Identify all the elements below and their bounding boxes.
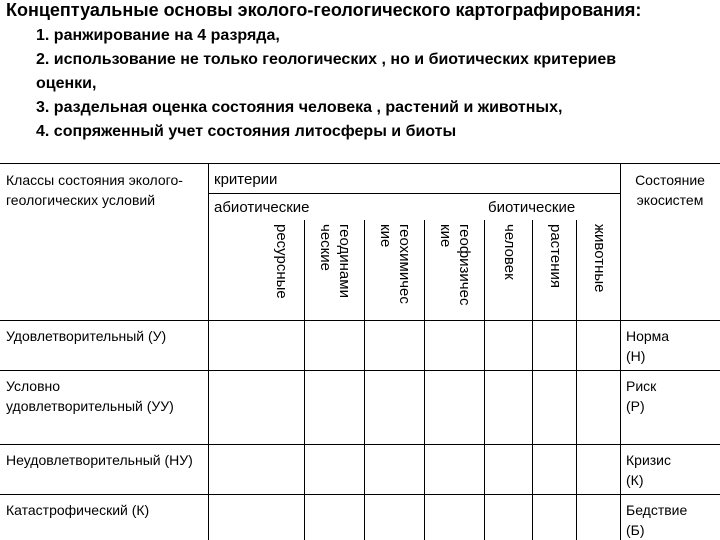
row-state-4: Бедствие (Б): [626, 502, 688, 538]
principles-list: [36, 24, 616, 144]
principle-4: 4. сопряженный учет состояния литосферы и биоты: [36, 123, 457, 140]
header-criteria: критерии: [214, 171, 278, 188]
header-state: Состояние экосистем: [635, 172, 705, 208]
column-header-animals: животные: [591, 224, 608, 293]
column-header-geophysical: геофизичес кие: [437, 224, 473, 306]
column-header-resource: ресурсные: [273, 224, 290, 299]
row-state-2: Риск (Р): [626, 378, 657, 414]
principle-2-continued: оценки,: [36, 75, 97, 92]
row-state-1: Норма (Н): [626, 328, 670, 364]
row-class-4: Катастрофический (К): [6, 502, 150, 518]
column-header-geochemical: геохимичес кие: [377, 224, 413, 304]
row-class-1: Удовлетворительный (У): [6, 328, 167, 344]
row-class-3: Неудовлетворительный (НУ): [6, 452, 193, 468]
header-biotic: биотические: [488, 199, 576, 216]
column-header-geodynamic: геодинами ческие: [317, 224, 353, 298]
column-header-human: человек: [501, 224, 518, 280]
principle-1: 1. ранжирование на 4 разряда,: [36, 27, 280, 44]
row-state-3: Кризис (К): [626, 452, 672, 488]
row-class-2: Условно удовлетворительный (УУ): [6, 378, 174, 414]
header-classes: Классы состояния эколого-геологических условий: [6, 172, 183, 208]
principle-2: 2. использование не только геологических , но и биотических критериев: [36, 51, 617, 68]
header-abiotic: абиотические: [214, 199, 310, 216]
principle-3: 3. раздельная оценка состояния человека , растений и животных,: [36, 99, 563, 116]
column-header-plants: растения: [547, 224, 564, 289]
slide-title: Концептуальные основы эколого-геологического картографирования:: [6, 0, 642, 20]
